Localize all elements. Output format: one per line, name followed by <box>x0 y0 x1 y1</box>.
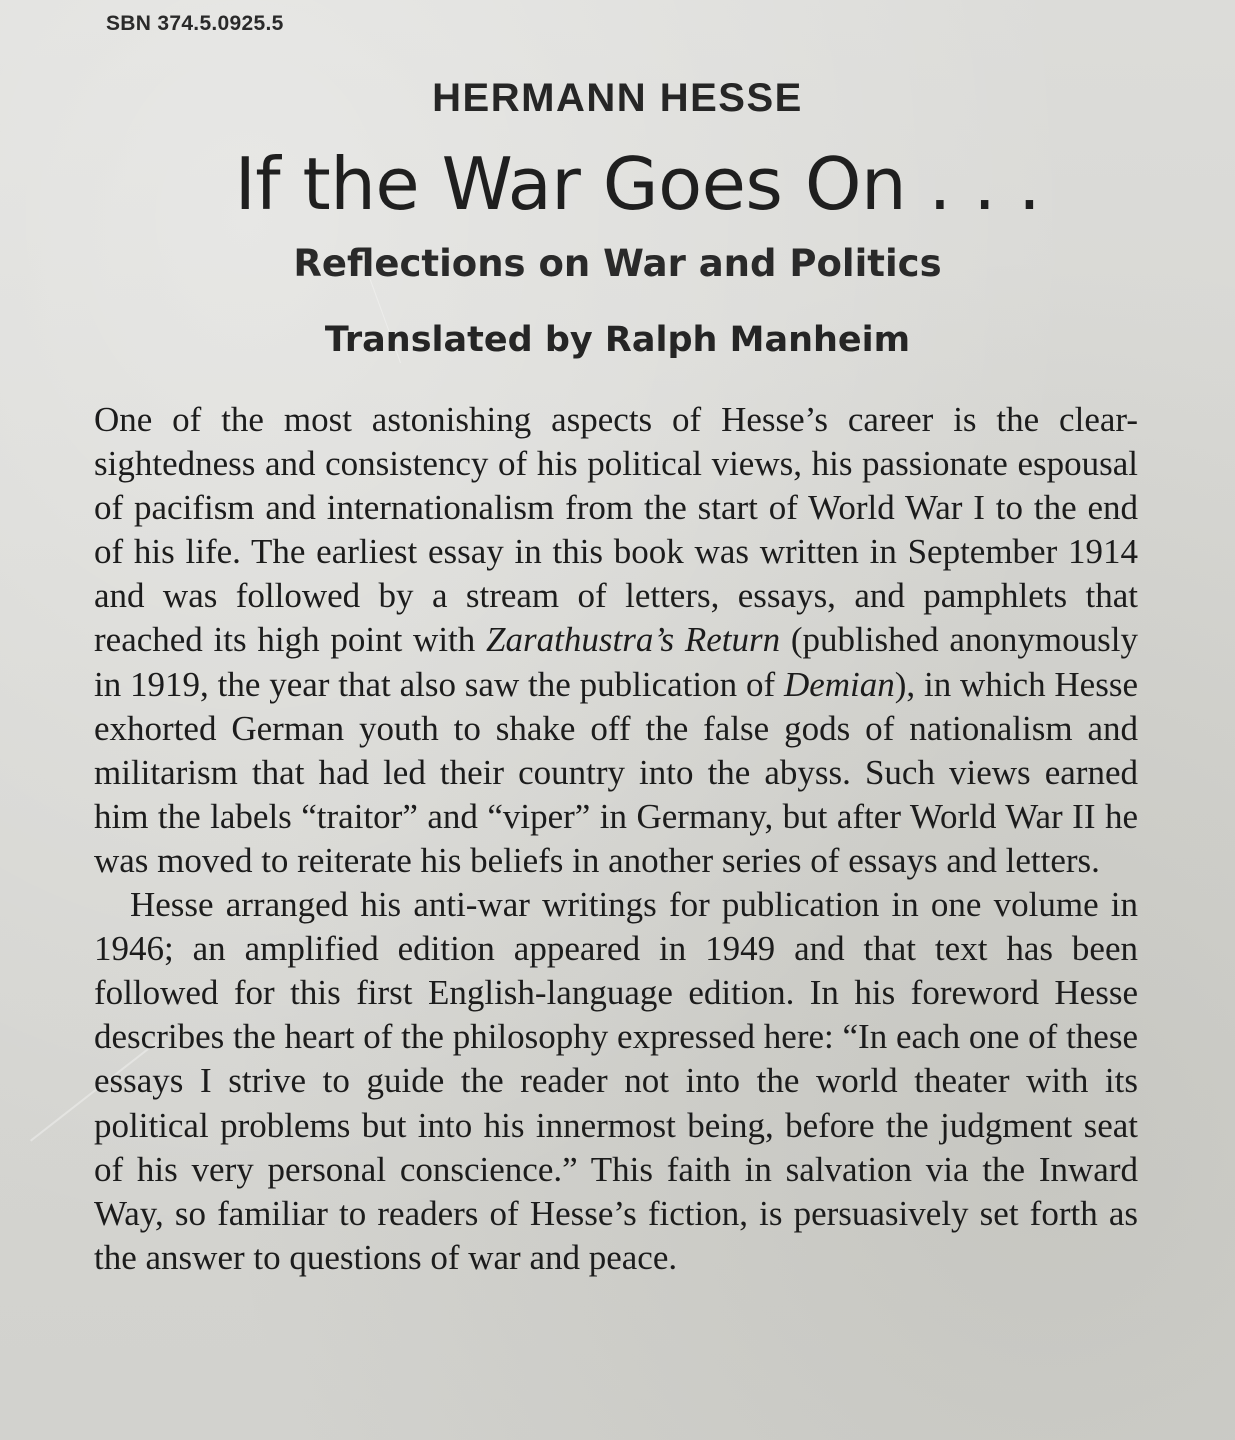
blurb-text-run: (published anonymously in 1919, the year that also saw the publication of <box>94 620 1138 704</box>
book-title: If the War Goes On . . . <box>234 142 1041 226</box>
blurb-paragraph-1 <box>94 398 1138 883</box>
blurb-paragraph-2: Hesse arranged his anti-war writings for publication in one volume in 1946; an amplified edition appeared in 1949 and that text has been followed for this first English-language edition. In his foreword Hesse describes the heart of the philosophy expressed here: “In each one of these essays I strive to guide the reader not into the world theater with its political problems but into his innermost being, before the judgment seat of his very personal conscience.” This faith in salvation via the Inward Way, so familiar to readers of Hesse’s fiction, is persuasively set forth as the answer to questions of war and peace. <box>94 885 1138 1277</box>
sbn-number: SBN 374.5.0925.5 <box>106 12 284 35</box>
blurb-text-run: ), in which Hesse exhorted German youth to shake off the false gods of nationalism and militarism that had led their country into the abyss. Such views earned him the labels “traitor” and “viper” in Germany, but after World War II he was moved to reiterate his beliefs in another series of essays and letters. <box>94 664 1138 880</box>
translator-credit: Translated by Ralph Manheim <box>324 320 911 360</box>
blurb-text <box>94 398 1138 1280</box>
blurb-text-run: One of the most astonishing aspects of Hesse’s career is the clear-sightedness and consistency of his political views, his passionate espousal of pacifism and internationalism from the start of World War I to the end of his life. The earliest essay in this book was written in September 1914 and was followed by a stream of letters, essays, and pamphlets that reached its high point with <box>94 400 1138 660</box>
book-title-zarathustra: Zarathustra’s Return <box>486 620 781 660</box>
book-subtitle: Reflections on War and Politics <box>293 242 942 285</box>
author-name: HERMANN HESSE <box>432 76 803 120</box>
book-title-demian: Demian <box>783 664 895 704</box>
